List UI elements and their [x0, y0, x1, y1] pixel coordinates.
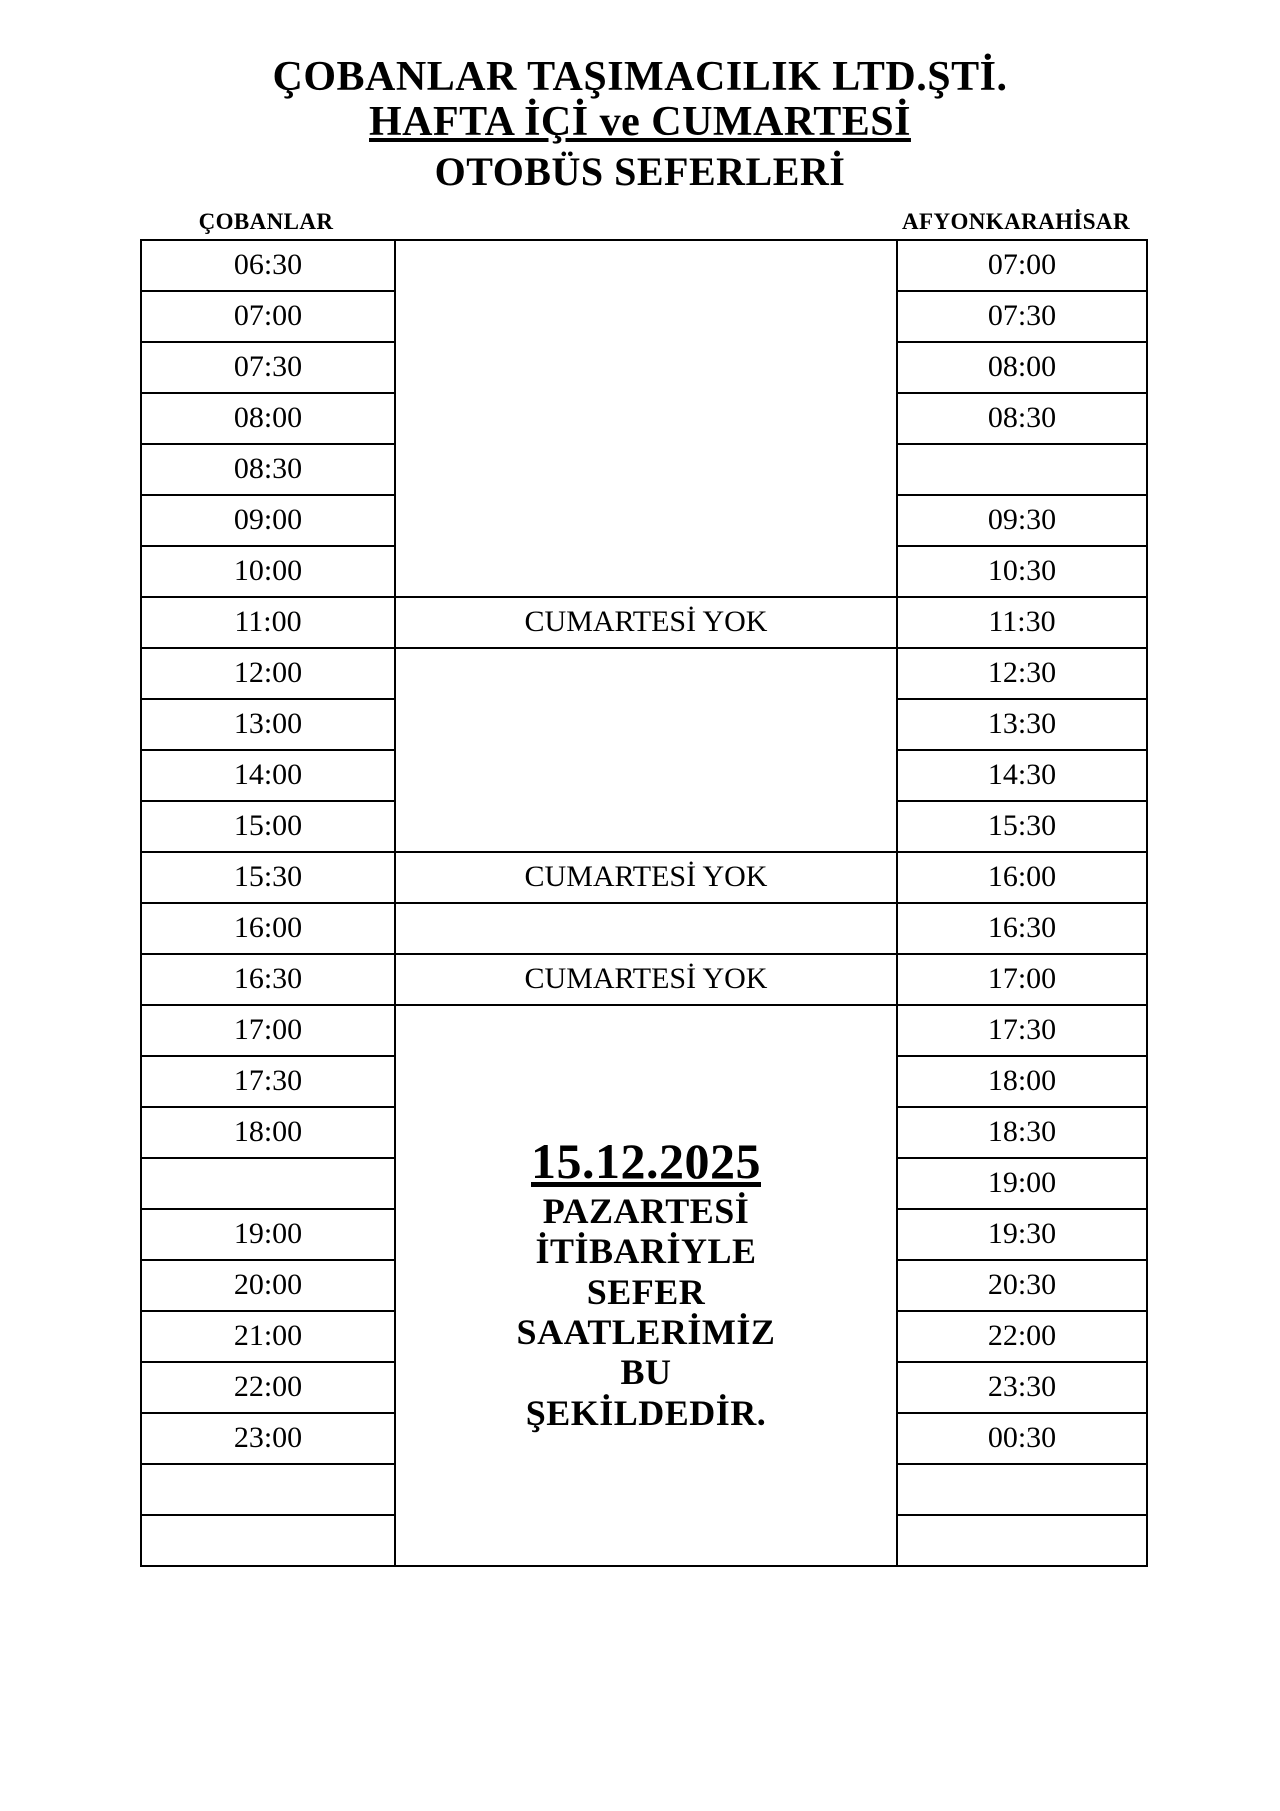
departure-afyon: 08:30 — [897, 393, 1147, 444]
schedule-body — [141, 240, 1147, 1566]
departure-cobanlar: 23:00 — [141, 1413, 395, 1464]
departure-afyon: 07:00 — [897, 240, 1147, 291]
notice-content — [396, 1130, 896, 1441]
departure-cobanlar: 17:30 — [141, 1056, 395, 1107]
departure-afyon: 14:30 — [897, 750, 1147, 801]
departure-afyon: 18:30 — [897, 1107, 1147, 1158]
note-cell-blank-1 — [395, 240, 897, 597]
departure-afyon: 22:00 — [897, 1311, 1147, 1362]
column-header-afyonkarahisar: AFYONKARAHİSAR — [902, 208, 1130, 234]
departure-cobanlar: 15:30 — [141, 852, 395, 903]
column-headers — [140, 209, 1140, 235]
departure-cobanlar: 11:00 — [141, 597, 395, 648]
departure-cobanlar — [141, 1158, 395, 1209]
departure-afyon: 19:00 — [897, 1158, 1147, 1209]
departure-afyon — [897, 444, 1147, 495]
departure-afyon: 11:30 — [897, 597, 1147, 648]
table-row — [141, 1005, 1147, 1056]
departure-cobanlar: 15:00 — [141, 801, 395, 852]
column-header-cobanlar: ÇOBANLAR — [198, 208, 334, 234]
notice-line-4: SAATLERİMİZ — [516, 1311, 776, 1352]
departure-cobanlar: 08:30 — [141, 444, 395, 495]
departure-cobanlar: 17:00 — [141, 1005, 395, 1056]
note-cumartesi-yok-1: CUMARTESİ YOK — [395, 597, 897, 648]
title-line-1: ÇOBANLAR TAŞIMACILIK LTD.ŞTİ. — [272, 54, 1008, 100]
departure-cobanlar: 06:30 — [141, 240, 395, 291]
departure-cobanlar — [141, 1515, 395, 1566]
departure-cobanlar: 20:00 — [141, 1260, 395, 1311]
title-line-2: HAFTA İÇİ ve CUMARTESİ — [369, 99, 911, 146]
departure-afyon: 19:30 — [897, 1209, 1147, 1260]
notice-date: 15.12.2025 — [531, 1132, 761, 1189]
departure-afyon: 23:30 — [897, 1362, 1147, 1413]
table-row — [141, 648, 1147, 699]
notice-line-1: PAZARTESİ — [542, 1190, 750, 1231]
note-cell-blank-2 — [395, 648, 897, 852]
note-cumartesi-yok-3: CUMARTESİ YOK — [395, 954, 897, 1005]
departure-afyon: 16:00 — [897, 852, 1147, 903]
departure-cobanlar: 10:00 — [141, 546, 395, 597]
notice-line-3: SEFER — [586, 1271, 706, 1312]
bus-schedule-table — [140, 239, 1148, 1567]
departure-cobanlar: 14:00 — [141, 750, 395, 801]
departure-afyon: 15:30 — [897, 801, 1147, 852]
departure-cobanlar: 16:00 — [141, 903, 395, 954]
departure-afyon: 20:30 — [897, 1260, 1147, 1311]
departure-cobanlar: 16:30 — [141, 954, 395, 1005]
table-row — [141, 954, 1147, 1005]
departure-afyon: 17:30 — [897, 1005, 1147, 1056]
table-row — [141, 852, 1147, 903]
departure-cobanlar: 19:00 — [141, 1209, 395, 1260]
departure-cobanlar: 21:00 — [141, 1311, 395, 1362]
departure-afyon: 16:30 — [897, 903, 1147, 954]
departure-cobanlar: 18:00 — [141, 1107, 395, 1158]
note-cell-blank-3 — [395, 903, 897, 954]
table-row — [141, 240, 1147, 291]
departure-afyon — [897, 1464, 1147, 1515]
note-cumartesi-yok-2: CUMARTESİ YOK — [395, 852, 897, 903]
departure-afyon: 12:30 — [897, 648, 1147, 699]
departure-afyon: 07:30 — [897, 291, 1147, 342]
table-row — [141, 903, 1147, 954]
departure-cobanlar: 07:00 — [141, 291, 395, 342]
departure-cobanlar — [141, 1464, 395, 1515]
table-row — [141, 597, 1147, 648]
departure-afyon: 08:00 — [897, 342, 1147, 393]
notice-line-5: BU — [620, 1352, 672, 1393]
departure-cobanlar: 22:00 — [141, 1362, 395, 1413]
document-title — [140, 55, 1140, 193]
departure-afyon: 00:30 — [897, 1413, 1147, 1464]
departure-cobanlar: 07:30 — [141, 342, 395, 393]
departure-cobanlar: 09:00 — [141, 495, 395, 546]
departure-afyon: 18:00 — [897, 1056, 1147, 1107]
departure-afyon: 10:30 — [897, 546, 1147, 597]
title-line-3: OTOBÜS SEFERLERİ — [434, 148, 846, 194]
departure-cobanlar: 12:00 — [141, 648, 395, 699]
notice-line-2: İTİBARİYLE — [535, 1231, 757, 1272]
departure-afyon: 09:30 — [897, 495, 1147, 546]
departure-cobanlar: 13:00 — [141, 699, 395, 750]
departure-afyon: 13:30 — [897, 699, 1147, 750]
notice-line-6: ŞEKİLDEDİR. — [525, 1392, 767, 1433]
service-change-notice — [395, 1005, 897, 1566]
departure-afyon: 17:00 — [897, 954, 1147, 1005]
departure-cobanlar: 08:00 — [141, 393, 395, 444]
departure-afyon — [897, 1515, 1147, 1566]
